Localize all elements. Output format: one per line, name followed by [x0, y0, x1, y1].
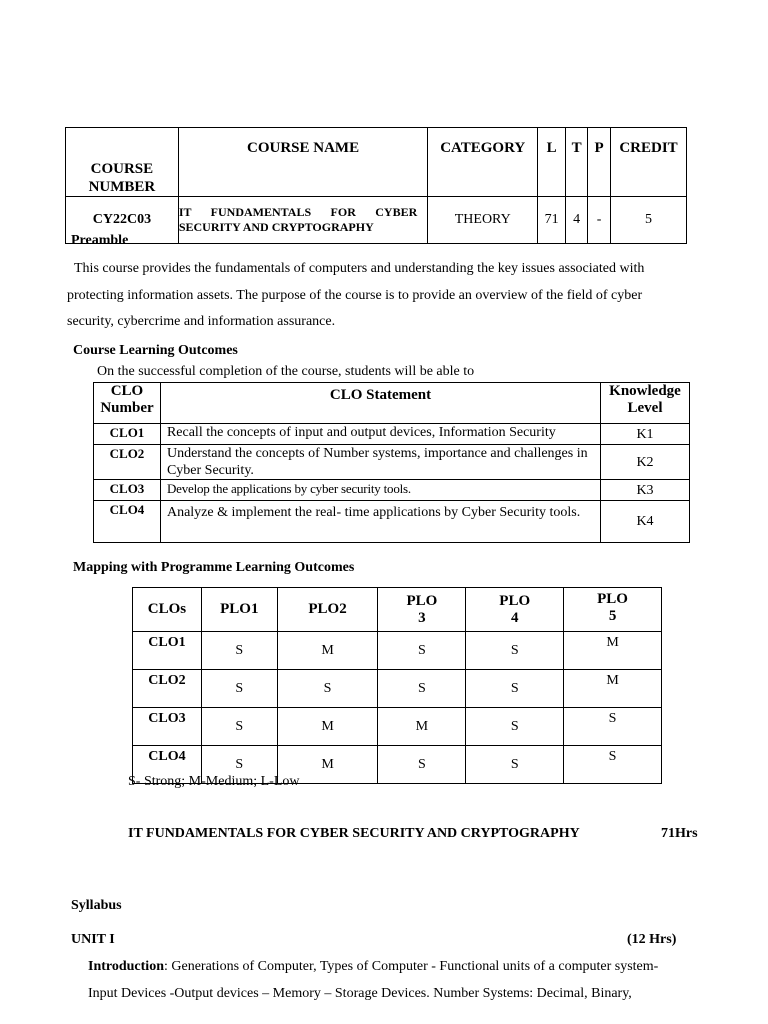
- header-course-number: COURSE NUMBER: [66, 128, 179, 197]
- clo-row-number: CLO3: [94, 480, 161, 501]
- course-number-value: CY22C03: [66, 197, 179, 244]
- clo-intro: On the successful completion of the course, students will be able to: [97, 364, 475, 379]
- clo-section-title: Course Learning Outcomes: [73, 343, 238, 358]
- course-table: [65, 127, 687, 244]
- plo-cell: S: [564, 746, 662, 784]
- preamble-line-3: security, cybercrime and information assurance.: [67, 314, 336, 329]
- clo-row-statement: Develop the applications by cyber security tools.: [160, 480, 600, 501]
- plo-header: PLO 5: [564, 588, 662, 632]
- plo-header: CLOs: [133, 588, 202, 632]
- plo-cell: S: [277, 670, 378, 708]
- p-value: -: [588, 197, 611, 244]
- preamble-line-1: This course provides the fundamentals of computers and understanding the key issues associated with: [74, 261, 645, 276]
- clo-row-level: K2: [601, 445, 690, 480]
- plo-cell: M: [564, 632, 662, 670]
- clo-row-statement: Recall the concepts of input and output devices, Information Security: [160, 424, 600, 445]
- clo-row-level: K3: [601, 480, 690, 501]
- clo-row-number: CLO2: [94, 445, 161, 480]
- mapping-section-title: Mapping with Programme Learning Outcomes: [73, 560, 355, 575]
- plo-cell: M: [378, 708, 466, 746]
- header-credit: CREDIT: [611, 128, 687, 197]
- clo-row-statement: Analyze & implement the real- time applications by Cyber Security tools.: [160, 501, 600, 543]
- plo-mapping-table: [132, 587, 662, 784]
- syllabus-title: Syllabus: [71, 898, 122, 913]
- clo-table: [93, 382, 690, 543]
- clo-row-level: K1: [601, 424, 690, 445]
- plo-cell: S: [466, 670, 564, 708]
- course-heading-title: IT FUNDAMENTALS FOR CYBER SECURITY AND CRYPTOGRAPHY: [128, 826, 580, 841]
- clo-header-number: CLO Number: [94, 383, 161, 424]
- l-value: 71: [538, 197, 566, 244]
- plo-header: PLO 4: [466, 588, 564, 632]
- unit-line-1: [88, 959, 698, 975]
- header-t: T: [566, 128, 588, 197]
- plo-row-clo: CLO3: [133, 708, 202, 746]
- clo-header-level: Knowledge Level: [601, 383, 690, 424]
- clo-row-level: K4: [601, 501, 690, 543]
- header-l: L: [538, 128, 566, 197]
- course-heading-hours: 71Hrs: [661, 826, 698, 841]
- mapping-legend: S- Strong; M-Medium; L-Low: [128, 774, 300, 789]
- plo-header: PLO 3: [378, 588, 466, 632]
- intro-text: : Generations of Computer, Types of Computer - Functional units of a computer system-: [163, 959, 659, 974]
- plo-cell: S: [378, 746, 466, 784]
- plo-cell: S: [466, 746, 564, 784]
- preamble-title: Preamble: [71, 233, 129, 248]
- clo-row-statement: Understand the concepts of Number systems, importance and challenges in Cyber Security.: [160, 445, 600, 480]
- plo-cell: S: [201, 746, 277, 784]
- plo-cell: M: [277, 746, 378, 784]
- unit-hours: (12 Hrs): [627, 932, 677, 947]
- unit-line-2: Input Devices -Output devices – Memory – Storage Devices. Number Systems: Decimal, Binary,: [88, 986, 632, 1001]
- clo-row-number: CLO1: [94, 424, 161, 445]
- header-category: CATEGORY: [428, 128, 538, 197]
- plo-cell: S: [201, 670, 277, 708]
- plo-cell: S: [564, 708, 662, 746]
- plo-cell: M: [277, 708, 378, 746]
- category-value: THEORY: [428, 197, 538, 244]
- header-p: P: [588, 128, 611, 197]
- plo-cell: M: [564, 670, 662, 708]
- plo-cell: S: [466, 632, 564, 670]
- credit-value: 5: [611, 197, 687, 244]
- plo-header: PLO2: [277, 588, 378, 632]
- plo-cell: S: [466, 708, 564, 746]
- unit-title: UNIT I: [71, 932, 115, 947]
- plo-cell: S: [378, 632, 466, 670]
- plo-header: PLO1: [201, 588, 277, 632]
- course-name-value: IT FUNDAMENTALS FOR CYBER SECURITY AND CRYPTOGRAPHY: [178, 197, 427, 244]
- preamble-text: [67, 256, 697, 336]
- plo-row-clo: CLO2: [133, 670, 202, 708]
- t-value: 4: [566, 197, 588, 244]
- clo-header-statement: CLO Statement: [160, 383, 600, 424]
- plo-row-clo: CLO4: [133, 746, 202, 784]
- plo-cell: S: [201, 632, 277, 670]
- intro-label: Introduction: [88, 959, 164, 974]
- header-course-name: COURSE NAME: [178, 128, 427, 197]
- plo-cell: S: [378, 670, 466, 708]
- plo-cell: M: [277, 632, 378, 670]
- plo-cell: S: [201, 708, 277, 746]
- preamble-line-2: protecting information assets. The purpose of the course is to provide an overview of the field of cyber: [67, 287, 643, 303]
- plo-row-clo: CLO1: [133, 632, 202, 670]
- clo-row-number: CLO4: [94, 501, 161, 543]
